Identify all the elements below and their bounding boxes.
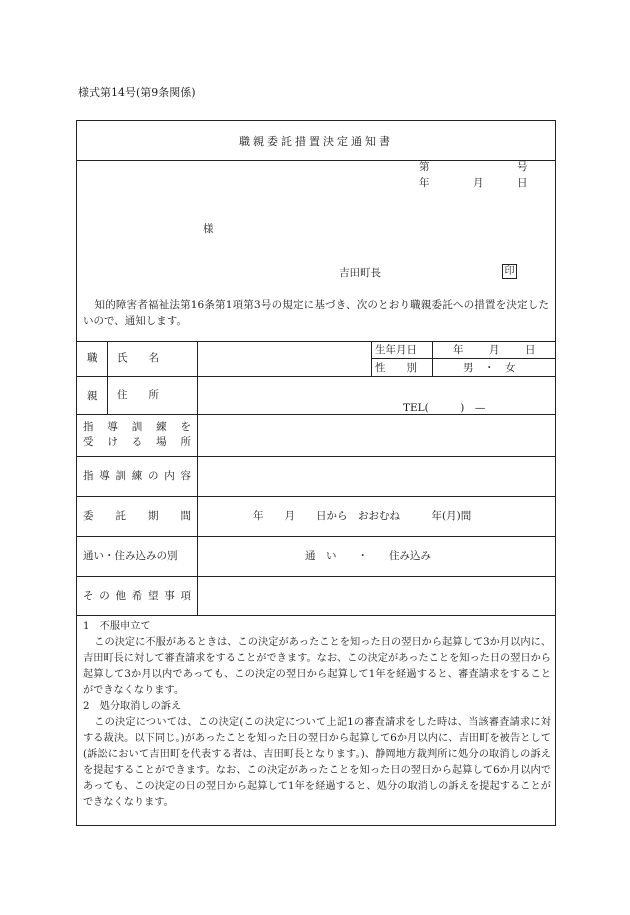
name-label: 氏 名 <box>117 352 159 364</box>
group-label-bottom: 親 <box>87 390 98 402</box>
seal-mark: 印 <box>502 264 517 279</box>
notice-form <box>76 120 556 826</box>
appeal-heading: 1 不服申立て <box>83 621 151 632</box>
appeal-body: この決定に不服があるときは、この決定があったことを知った日の翌日から起算して3か月以内に、吉田町長に対して審査請求をすることができます。なお、この決定があったことを知った日の翌日から起算して3か月以内であっても、この決定の翌日から起算して1年を経過すると、審査請求をすることができなくなります。 <box>83 637 551 696</box>
tel-field: TEL( ) — <box>403 402 486 414</box>
appeal-notes <box>83 619 551 811</box>
table-col-rule <box>197 341 198 615</box>
date-year: 年 <box>419 177 430 189</box>
group-label-top: 職 <box>87 352 98 364</box>
training-place-label-2: 受 け る 場 所 <box>83 436 191 448</box>
table-rule <box>77 496 555 497</box>
table-rule <box>77 376 555 377</box>
date-day: 日 <box>517 177 528 189</box>
other-request-label: そ の 他 希 望 事 項 <box>83 590 191 602</box>
date-month: 月 <box>473 177 484 189</box>
table-rule <box>77 456 555 457</box>
issuer-name: 吉田町長 <box>339 267 381 279</box>
birth-day: 日 <box>525 344 536 356</box>
recipient-suffix: 様 <box>203 223 214 235</box>
form-number: 様式第14号(第9条関係) <box>78 86 196 99</box>
revocation-heading: 2 処分取消しの訴え <box>83 701 182 712</box>
table-rule <box>77 536 555 537</box>
table-rule <box>77 576 555 577</box>
number-prefix: 第 <box>419 161 430 173</box>
training-content-label: 指 導 訓 練 の 内 容 <box>83 470 191 482</box>
table-col-rule <box>432 341 433 376</box>
training-place-label-1: 指 導 訓 練 を <box>83 421 191 433</box>
sex-options: 男 ・ 女 <box>463 362 516 374</box>
table-bottom-rule <box>77 615 555 616</box>
period-label: 委 託 期 間 <box>83 510 191 522</box>
attendance-value: 通 い ・ 住み込み <box>305 550 431 562</box>
table-top-rule <box>77 341 555 342</box>
intro-paragraph: 知的障害者福祉法第16条第1項第3号の規定に基づき、次のとおり職親委託への措置を決定したいので、通知します。 <box>83 299 549 327</box>
address-label: 住 所 <box>117 389 159 401</box>
period-value: 年 月 日から おおむね 年(月)間 <box>253 510 472 522</box>
table-rule-partial <box>371 358 555 359</box>
birth-month: 月 <box>489 344 500 356</box>
attendance-label: 通い・住み込みの別 <box>83 550 178 562</box>
revocation-body: この決定については、この決定(この決定について上記1の審査請求をした時は、当該審査請求に対する裁決。以下同じ。)があったことを知った日の翌日から起算して6か月以内に、吉田町を被告として(訴訟において吉田町を代表する者は、吉田町長となります。)、静岡地方裁判所に処分の取消しの訴えを提起することができます。なお、この決定があったことを知った日の翌日から起算して6か月以内であっても、この決定の日の翌日から起算して1年を経過すると、処分の取消しの訴えを提起することができなくなります。 <box>83 717 551 808</box>
table-col-rule <box>371 341 372 376</box>
table-col-rule <box>107 341 108 414</box>
number-suffix: 号 <box>517 161 528 173</box>
title-divider <box>77 160 555 161</box>
birth-label: 生年月日 <box>375 344 417 356</box>
birth-year: 年 <box>453 344 464 356</box>
document-title: 職親委託措置決定通知書 <box>239 135 393 148</box>
sex-label: 性 別 <box>375 362 417 374</box>
